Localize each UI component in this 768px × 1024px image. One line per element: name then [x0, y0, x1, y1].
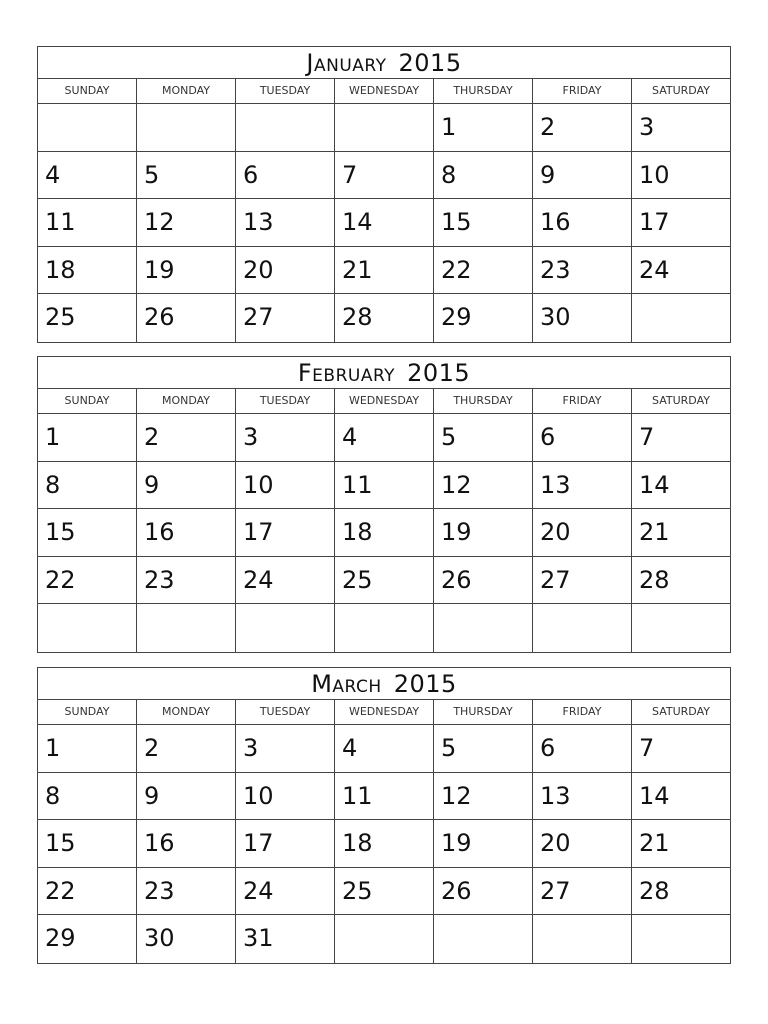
- week-row: [38, 247, 730, 295]
- day-cell: 18: [45, 255, 76, 284]
- weekday-label: WEDNESDAY: [334, 79, 433, 103]
- day-cell: 20: [532, 509, 631, 556]
- weekday-label: SATURDAY: [631, 79, 730, 103]
- day-cell: 17: [631, 199, 730, 246]
- week-row: [38, 773, 730, 821]
- day-cell: 21: [334, 247, 433, 294]
- month-title: [38, 357, 730, 389]
- day-cell: 10: [235, 462, 334, 509]
- day-cell: 8: [45, 470, 61, 499]
- day-cell: 20: [532, 820, 631, 867]
- empty-day-cell: [631, 915, 730, 963]
- week-row: [38, 868, 730, 916]
- weekday-label: TUESDAY: [235, 79, 334, 103]
- weekday-label: TUESDAY: [235, 389, 334, 413]
- day-cell: 1: [45, 734, 61, 762]
- weekday-label: SUNDAY: [64, 705, 110, 718]
- empty-day-cell: [631, 294, 730, 342]
- day-cell: 9: [532, 152, 631, 199]
- day-cell: 15: [45, 518, 76, 546]
- empty-day-cell: [334, 604, 433, 652]
- day-cell: 24: [631, 247, 730, 294]
- empty-day-cell: [38, 604, 136, 652]
- day-cell: 7: [631, 725, 730, 772]
- day-cell: 22: [433, 247, 532, 294]
- day-cell: 30: [532, 294, 631, 342]
- day-cell: 11: [45, 208, 76, 236]
- day-cell: 27: [532, 557, 631, 604]
- day-cell: 28: [631, 868, 730, 915]
- day-cell: 8: [433, 152, 532, 199]
- weekday-label: MONDAY: [136, 79, 235, 103]
- day-cell: 29: [433, 294, 532, 342]
- day-cell: 22: [45, 565, 76, 594]
- week-row: [38, 152, 730, 200]
- week-row: [38, 414, 730, 462]
- day-cell: 21: [631, 509, 730, 556]
- day-cell: 8: [45, 781, 61, 810]
- week-row: [38, 557, 730, 605]
- day-cell: 4: [334, 725, 433, 772]
- day-cell: 14: [631, 462, 730, 509]
- week-row: [38, 462, 730, 510]
- weekday-label: FRIDAY: [532, 79, 631, 103]
- day-cell: 18: [334, 509, 433, 556]
- day-cell: 19: [433, 509, 532, 556]
- week-rows: [38, 104, 730, 342]
- week-row: [38, 725, 730, 773]
- day-cell: 6: [532, 725, 631, 772]
- weekday-label: SATURDAY: [631, 700, 730, 724]
- day-cell: 25: [334, 868, 433, 915]
- week-row: [38, 604, 730, 652]
- day-cell: 2: [136, 725, 235, 772]
- year: 2015: [393, 670, 457, 698]
- day-cell: 23: [532, 247, 631, 294]
- empty-day-cell: [433, 915, 532, 963]
- day-cell: 24: [235, 557, 334, 604]
- day-cell: 17: [235, 509, 334, 556]
- weekday-header-row: [38, 700, 730, 725]
- year: 2015: [398, 49, 462, 77]
- week-row: [38, 509, 730, 557]
- empty-day-cell: [334, 104, 433, 151]
- empty-day-cell: [136, 604, 235, 652]
- day-cell: 26: [136, 294, 235, 342]
- day-cell: 6: [235, 152, 334, 199]
- day-cell: 3: [235, 725, 334, 772]
- day-cell: 3: [631, 104, 730, 151]
- weekday-label: MONDAY: [136, 389, 235, 413]
- empty-day-cell: [334, 915, 433, 963]
- empty-day-cell: [631, 604, 730, 652]
- week-rows: [38, 725, 730, 963]
- day-cell: 6: [532, 414, 631, 461]
- day-cell: 7: [631, 414, 730, 461]
- month-title: [38, 47, 730, 79]
- empty-day-cell: [136, 104, 235, 151]
- weekday-label: SUNDAY: [64, 394, 110, 407]
- day-cell: 13: [532, 462, 631, 509]
- day-cell: 25: [45, 303, 76, 331]
- empty-day-cell: [235, 604, 334, 652]
- day-cell: 25: [334, 557, 433, 604]
- weekday-header-row: [38, 79, 730, 104]
- empty-day-cell: [38, 104, 136, 151]
- day-cell: 15: [45, 829, 76, 857]
- day-cell: 5: [136, 152, 235, 199]
- day-cell: 14: [631, 773, 730, 820]
- weekday-label: TUESDAY: [235, 700, 334, 724]
- weekday-header-row: [38, 389, 730, 414]
- day-cell: 9: [136, 462, 235, 509]
- day-cell: 2: [136, 414, 235, 461]
- day-cell: 19: [136, 247, 235, 294]
- weekday-label: FRIDAY: [532, 389, 631, 413]
- day-cell: 11: [334, 462, 433, 509]
- day-cell: 12: [433, 773, 532, 820]
- day-cell: 5: [433, 414, 532, 461]
- day-cell: 12: [136, 199, 235, 246]
- day-cell: 2: [532, 104, 631, 151]
- day-cell: 22: [45, 876, 76, 905]
- day-cell: 3: [235, 414, 334, 461]
- month-name: March: [311, 670, 382, 698]
- day-cell: 16: [532, 199, 631, 246]
- day-cell: 17: [235, 820, 334, 867]
- week-row: [38, 199, 730, 247]
- weekday-label: THURSDAY: [433, 389, 532, 413]
- day-cell: 29: [45, 924, 76, 952]
- week-row: [38, 820, 730, 868]
- day-cell: 30: [136, 915, 235, 963]
- day-cell: 1: [433, 104, 532, 151]
- week-row: [38, 294, 730, 342]
- weekday-label: SUNDAY: [64, 84, 110, 97]
- day-cell: 13: [532, 773, 631, 820]
- day-cell: 28: [631, 557, 730, 604]
- day-cell: 18: [334, 820, 433, 867]
- day-cell: 11: [334, 773, 433, 820]
- day-cell: 26: [433, 557, 532, 604]
- year: 2015: [407, 359, 471, 387]
- day-cell: 31: [235, 915, 334, 963]
- day-cell: 21: [631, 820, 730, 867]
- day-cell: 26: [433, 868, 532, 915]
- week-row: [38, 915, 730, 963]
- day-cell: 5: [433, 725, 532, 772]
- day-cell: 27: [235, 294, 334, 342]
- month-title: [38, 668, 730, 700]
- day-cell: 7: [334, 152, 433, 199]
- day-cell: 20: [235, 247, 334, 294]
- day-cell: 13: [235, 199, 334, 246]
- calendar-february: [37, 356, 731, 653]
- day-cell: 10: [235, 773, 334, 820]
- empty-day-cell: [433, 604, 532, 652]
- day-cell: 1: [45, 423, 61, 451]
- day-cell: 28: [334, 294, 433, 342]
- weekday-label: THURSDAY: [433, 79, 532, 103]
- day-cell: 4: [45, 160, 61, 189]
- weekday-label: MONDAY: [136, 700, 235, 724]
- day-cell: 27: [532, 868, 631, 915]
- month-name: February: [297, 359, 396, 387]
- weekday-label: WEDNESDAY: [334, 389, 433, 413]
- day-cell: 23: [136, 557, 235, 604]
- day-cell: 23: [136, 868, 235, 915]
- day-cell: 19: [433, 820, 532, 867]
- empty-day-cell: [235, 104, 334, 151]
- day-cell: 4: [334, 414, 433, 461]
- day-cell: 16: [136, 509, 235, 556]
- day-cell: 16: [136, 820, 235, 867]
- day-cell: 14: [334, 199, 433, 246]
- day-cell: 12: [433, 462, 532, 509]
- month-name: January: [306, 49, 387, 77]
- day-cell: 10: [631, 152, 730, 199]
- week-row: [38, 104, 730, 152]
- weekday-label: THURSDAY: [433, 700, 532, 724]
- week-rows: [38, 414, 730, 652]
- day-cell: 9: [136, 773, 235, 820]
- empty-day-cell: [532, 604, 631, 652]
- weekday-label: SATURDAY: [631, 389, 730, 413]
- weekday-label: FRIDAY: [532, 700, 631, 724]
- empty-day-cell: [532, 915, 631, 963]
- calendar-january: [37, 46, 731, 343]
- day-cell: 24: [235, 868, 334, 915]
- calendar-march: [37, 667, 731, 964]
- weekday-label: WEDNESDAY: [334, 700, 433, 724]
- day-cell: 15: [433, 199, 532, 246]
